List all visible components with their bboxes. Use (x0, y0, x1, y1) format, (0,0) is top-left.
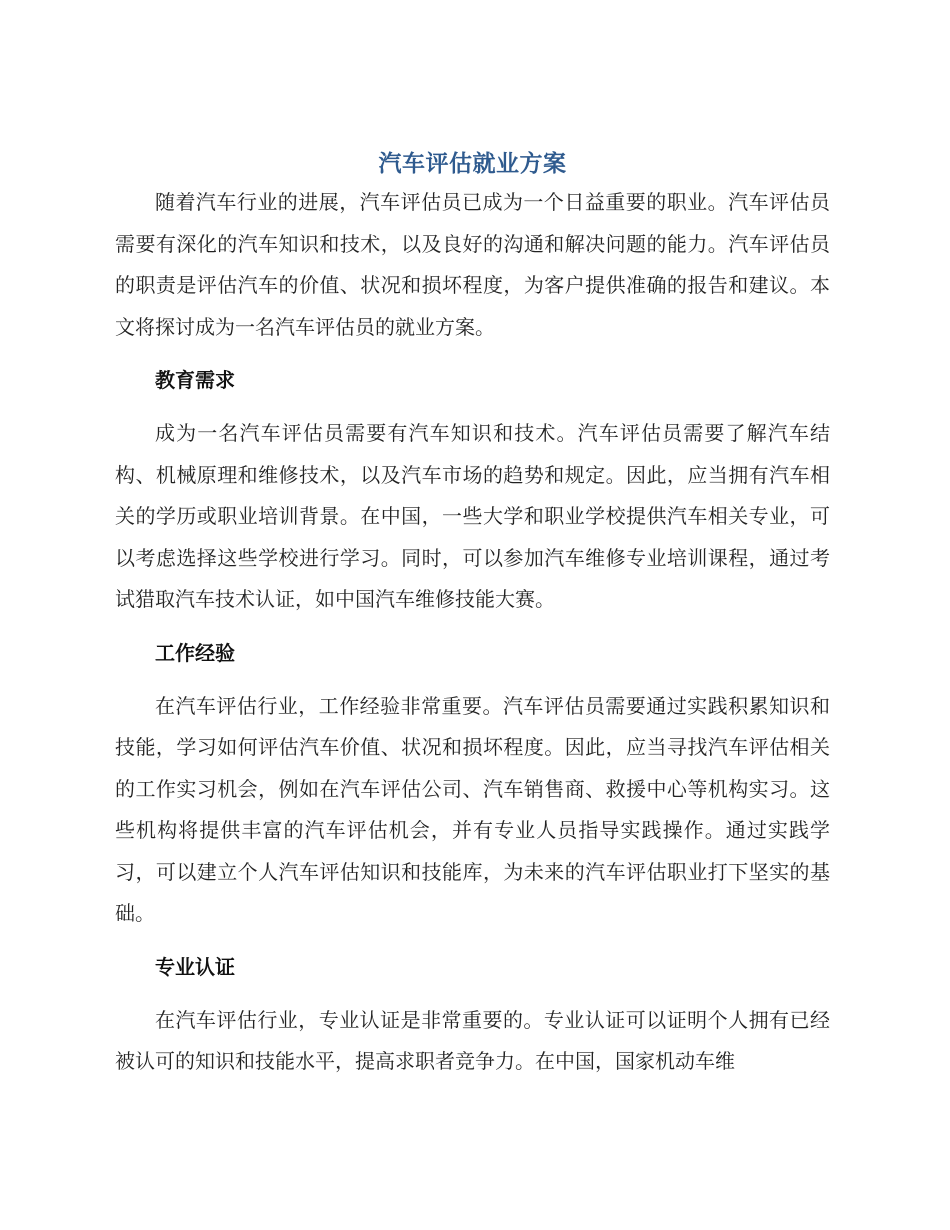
section-body-certification: 在汽车评估行业，专业认证是非常重要的。专业认证可以证明个人拥有已经被认可的知识和技能水平，提高求职者竞争力。在中国，国家机动车维 (115, 1007, 830, 1073)
section-heading-certification: 专业认证 (155, 954, 235, 979)
section-heading-experience: 工作经验 (155, 640, 235, 665)
intro-paragraph: 随着汽车行业的进展，汽车评估员已成为一个日益重要的职业。汽车评估员需要有深化的汽车知识和技术，以及良好的沟通和解决问题的能力。汽车评估员的职责是评估汽车的价值、状况和损坏程度，为客户提供准确的报告和建议。本文将探讨成为一名汽车评估员的就业方案。 (115, 190, 830, 339)
section-heading-education: 教育需求 (155, 368, 235, 392)
section-body-education: 成为一名汽车评估员需要有汽车知识和技术。汽车评估员需要了解汽车结构、机械原理和维修技术，以及汽车市场的趋势和规定。因此，应当拥有汽车相关的学历或职业培训背景。在中国，一些大学和职业学校提供汽车相关专业，可以考虑选择这些学校进行学习。同时，可以参加汽车维修专业培训课程，通过考试猎取汽车技术认证，如中国汽车维修技能大赛。 (115, 421, 830, 611)
document-page (115, 148, 830, 1083)
document-title: 汽车评估就业方案 (378, 151, 567, 177)
section-body-experience: 在汽车评估行业，工作经验非常重要。汽车评估员需要通过实践积累知识和技能，学习如何评估汽车价值、状况和损坏程度。因此，应当寻找汽车评估相关的工作实习机会，例如在汽车评估公司、汽车销售商、救援中心等机构实习。这些机构将提供丰富的汽车评估机会，并有专业人员指导实践操作。通过实践学习，可以建立个人汽车评估知识和技能库，为未来的汽车评估职业打下坚实的基础。 (115, 693, 830, 925)
